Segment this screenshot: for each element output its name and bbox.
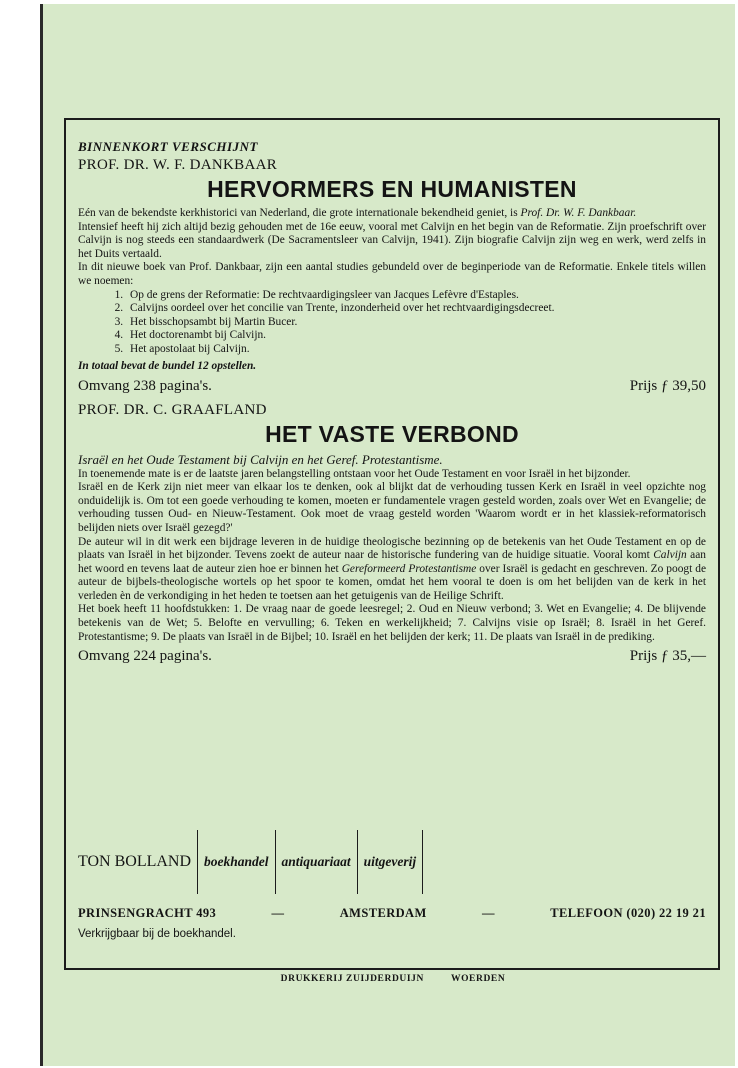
announcement-kicker: BINNENKORT VERSCHIJNT (78, 139, 258, 154)
book2-p3-text-c: over Israël is gedacht en geschreven. Zo poogt de auteur de bijbels-theologische wortels op het spoor te komen, omdat het hem vooral te doen is om het belijden van de kerk in het verleden èn de verkondiging in het heden te toetsen aan het getuigenis van de Heilige Schrift. (78, 562, 707, 602)
book2-paragraph-4: Het boek heeft 11 hoofdstukken: 1. De vraag naar de goede leesregel; 2. Oud en Nieuw verbond; 3. Wet en Evangelie; 4. De blijvende betekenis van de Wet; 5. Belofte en vervulling; 6. Teken en werkelijkheid; 7. Calvijns visie op Israël; 8. Israël in het Geref. Protestantisme; 9. De plaats van Israël in de Bijbel; 10. Israël en het belijden der kerk; 11. De plaats van Israël in de prediking. (78, 603, 706, 643)
book2-title: HET VASTE VERBOND (265, 420, 519, 447)
book2-p3-calvijn: Calvijn (653, 549, 687, 562)
book1-title-item: 2. Calvijns oordeel over het concilie van Trente, inzonderheid over het rechtvaardigingsdecreet. (126, 302, 706, 316)
book1-author: PROF. DR. W. F. DANKBAAR (78, 157, 278, 173)
book1-title: HERVORMERS EN HUMANISTEN (207, 176, 577, 202)
book2-author: PROF. DR. C. GRAAFLAND (78, 401, 267, 418)
availability-note: Verkrijgbaar bij de boekhandel. (78, 928, 236, 940)
book2-meta (78, 646, 706, 666)
book1-price: Prijs ƒ 39,50 (629, 377, 706, 394)
book1-paragraph-3: In dit nieuwe boek van Prof. Dankbaar, zijn een aantal studies gebundeld over de beginperiode van de Reformatie. Enkele titels willen we noemen: (78, 261, 706, 287)
printer-imprint (183, 974, 603, 984)
book1-intro-text: Eén van de bekendste kerkhistorici van Nederland, die grote internationale bekendheid geniet, is (78, 207, 521, 219)
book1-title-item: 5. Het apostolaat bij Calvijn. (126, 343, 706, 357)
divider (422, 830, 423, 894)
book2-price: Prijs ƒ 35,— (629, 648, 706, 665)
publisher-name: TON BOLLAND (78, 853, 192, 870)
publisher-address (78, 906, 706, 921)
printer-city: WOERDEN (450, 974, 506, 984)
books-section (78, 138, 706, 670)
advertisement-page (40, 4, 735, 1066)
address-street: PRINSENGRACHT 493 (78, 906, 217, 920)
publisher-role-publisher: uitgeverij (363, 854, 417, 869)
address-dash: — (271, 906, 285, 920)
book1-intro (78, 207, 706, 221)
publisher-role-antiquarian: antiquariaat (281, 854, 351, 869)
book2-p3-text-a: De auteur wil in dit werk een bijdrage leveren in de huidige theologische bezinning op de betekenis van het Oude Testament en op de plaats van Israël in het bijzonder. Tevens zoekt de auteur naar de historische fundering van de huidige situatie. Vooral komt (78, 535, 706, 562)
publisher-role-bookshop: boekhandel (204, 854, 269, 869)
book1-paragraph-2: Intensief heeft hij zich altijd bezig gehouden met de 16e eeuw, vooral met Calvijn en het begin van de Reformatie. Zijn proefschrift over Calvijn is nog steeds een standaardwerk (De Sacramentsleer van Calvijn, 1941). Zijn biografie Calvijn zijn weg en werk, werd zelfs in het Duits vertaald. (78, 220, 706, 260)
book2-p3-text-b: aan het woord en tevens laat de auteur zien hoe er binnen het (78, 549, 706, 575)
publisher-row (78, 830, 478, 894)
book2-subtitle: Israël en het Oude Testament bij Calvijn en het Geref. Protestantisme. (78, 451, 443, 467)
address-city: AMSTERDAM (339, 906, 427, 920)
book2-paragraph-2: Israël en de Kerk zijn niet meer van elkaar los te denken, ook al blijkt dat de verhouding tussen Kerk en Israël in veel opzichte nog onduidelijk is. Om tot een goede verhouding te komen, moeten er fundamentele vragen gesteld worden, zoals over Wet en Evangelie; de verhouding tussen Oud- en Nieuw-Testament. Ook moet de vraag gesteld worden 'Waarom wordt er in het klassiek-reformatorisch belijden niets over Israël gezegd?' (78, 481, 706, 534)
book2-p3-geref: Gereformeerd Protestantisme (341, 562, 477, 575)
book1-meta (78, 376, 706, 396)
book1-title-item: 4. Het doctorenambt bij Calvijn. (126, 329, 706, 343)
book1-titles-list (78, 289, 706, 357)
book2-paragraph-1: In toenemende mate is er de laatste jaren belangstelling ontstaan voor het Oude Testament en voor Israël in het bijzonder. (78, 467, 631, 480)
book2-paragraph-3 (78, 536, 706, 604)
address-dash: — (482, 906, 495, 920)
printer-name: DRUKKERIJ ZUIJDERDUIJN (280, 974, 424, 984)
book1-title-item: 3. Het bisschopsambt bij Martin Bucer. (126, 316, 706, 330)
book1-author-name: Prof. Dr. W. F. Dankbaar. (520, 207, 637, 219)
book1-size: Omvang 238 pagina's. (78, 377, 212, 394)
book1-title-item: 1. Op de grens der Reformatie: De rechtvaardigingsleer van Jacques Lefèvre d'Estaples. (126, 289, 706, 303)
advertisement-frame (64, 118, 720, 970)
address-phone: TELEFOON (020) 22 19 21 (550, 906, 706, 920)
book1-summary: In totaal bevat de bundel 12 opstellen. (78, 359, 257, 372)
book2-size: Omvang 224 pagina's. (78, 648, 212, 665)
